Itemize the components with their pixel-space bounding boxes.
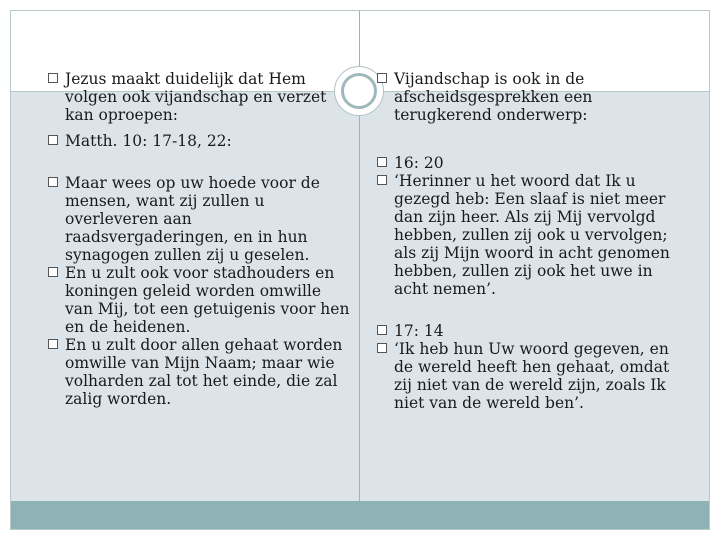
bullet-text: Matth. 10: 17-18, 22: — [65, 132, 232, 150]
bullet-item — [48, 264, 353, 336]
left-column — [48, 70, 353, 408]
square-bullet-icon — [48, 177, 58, 187]
bullet-text: ‘Herinner u het woord dat Ik u gezegd heb: Een slaaf is niet meer dan zijn heer. Als zij Mij vervolgd hebben, zullen zij ook u vervolgen; als zij Mijn woord in acht genomen hebben, zullen zij ook het uwe in acht nemen’. — [394, 172, 670, 298]
square-bullet-icon — [48, 73, 58, 83]
bullet-item — [377, 172, 677, 298]
bullet-text: 17: 14 — [394, 322, 444, 340]
right-column — [377, 70, 677, 412]
bullet-text: Vijandschap is ook in de afscheidsgesprekken een terugkerend onderwerp: — [394, 70, 593, 124]
square-bullet-icon — [377, 157, 387, 167]
bullet-text: Jezus maakt duidelijk dat Hem volgen ook vijandschap en verzet kan oproepen: — [65, 70, 327, 124]
square-bullet-icon — [48, 339, 58, 349]
square-bullet-icon — [377, 175, 387, 185]
bullet-text: Maar wees op uw hoede voor de mensen, want zij zullen u overleveren aan raadsvergaderingen, en in hun synagogen zullen zij u geselen. — [65, 174, 320, 264]
bullet-text: 16: 20 — [394, 154, 444, 172]
bullet-item — [48, 336, 353, 408]
bullet-item — [377, 70, 677, 124]
bullet-text: ‘Ik heb hun Uw woord gegeven, en de wereld heeft hen gehaat, omdat zij niet van de wereld zijn, zoals Ik niet van de wereld ben’. — [394, 340, 670, 412]
bullet-item — [377, 322, 677, 340]
square-bullet-icon — [377, 73, 387, 83]
bullet-item — [377, 154, 677, 172]
bullet-item — [48, 70, 353, 124]
square-bullet-icon — [48, 267, 58, 277]
bullet-item — [377, 340, 677, 412]
square-bullet-icon — [377, 343, 387, 353]
bullet-item — [48, 174, 353, 264]
bullet-text: En u zult ook voor stadhouders en koningen geleid worden omwille van Mij, tot een getuigenis voor hen en de heidenen. — [65, 264, 350, 336]
bullet-item — [48, 132, 353, 150]
bullet-text: En u zult door allen gehaat worden omwille van Mijn Naam; maar wie volharden zal tot het einde, die zal zalig worden. — [65, 336, 343, 408]
slide-footer-bar — [11, 501, 709, 529]
square-bullet-icon — [377, 325, 387, 335]
square-bullet-icon — [48, 135, 58, 145]
